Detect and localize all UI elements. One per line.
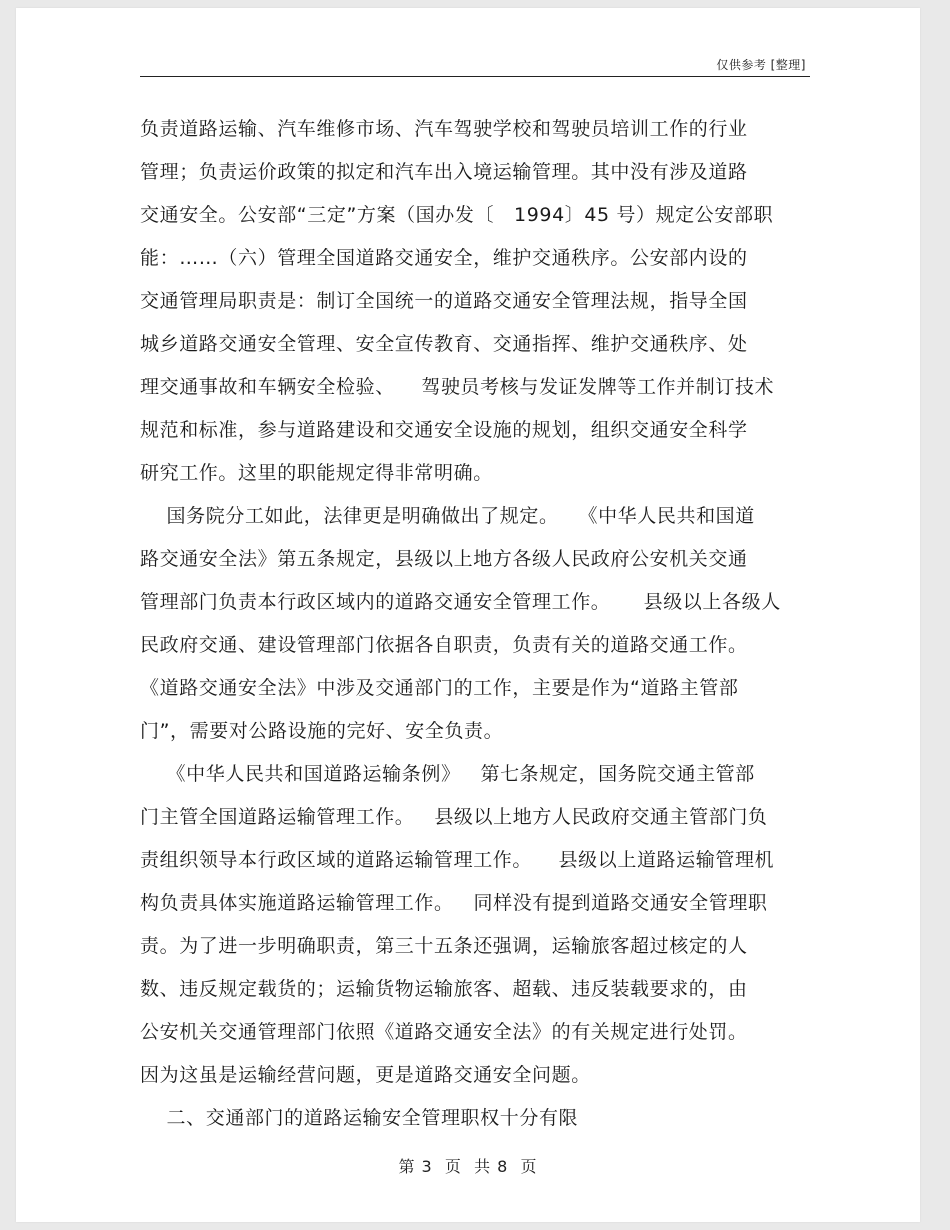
body-line: 《道路交通安全法》中涉及交通部门的工作，主要是作为“道路主管部 [140,677,739,699]
page-footer: 第 3 页 共 8 页 [398,1157,538,1176]
body-line: 《中华人民共和国道路运输条例》 第七条规定，国务院交通主管部 [140,763,755,785]
body-line: 门主管全国道路运输管理工作。 县级以上地方人民政府交通主管部门负 [140,806,768,828]
body-line: 规范和标准，参与道路建设和交通安全设施的规划，组织交通安全科学 [140,419,748,441]
body-line: 管理；负责运价政策的拟定和汽车出入境运输管理。其中没有涉及道路 [140,161,748,183]
body-line: 交通安全。公安部“三定”方案（国办发〔 1994〕45 号）规定公安部职 [140,204,774,226]
body-line: 国务院分工如此，法律更是明确做出了规定。 《中华人民共和国道 [140,505,755,527]
body-line: 交通管理局职责是：制订全国统一的道路交通安全管理法规，指导全国 [140,290,748,312]
body-line: 研究工作。这里的职能规定得非常明确。 [140,462,493,484]
body-line: 能：……（六）管理全国道路交通安全，维护交通秩序。公安部内设的 [140,247,748,269]
body-line: 公安机关交通管理部门依照《道路交通安全法》的有关规定进行处罚。 [140,1021,748,1043]
body-line: 管理部门负责本行政区域内的道路交通安全管理工作。 县级以上各级人 [140,591,781,613]
header-note: 仅供参考 [整理] [716,58,806,72]
document-page [16,8,920,1222]
body-line: 因为这虽是运输经营问题，更是道路交通安全问题。 [140,1064,591,1086]
body-line: 责组织领导本行政区域的道路运输管理工作。 县级以上道路运输管理机 [140,849,775,871]
body-line: 数、违反规定载货的；运输货物运输旅客、超载、违反装载要求的，由 [140,978,748,1000]
page-header [140,54,810,77]
body-line: 城乡道路交通安全管理、安全宣传教育、交通指挥、维护交通秩序、处 [140,333,748,355]
body-line: 责。为了进一步明确职责，第三十五条还强调，运输旅客超过核定的人 [140,935,748,957]
section-heading: 二、交通部门的道路运输安全管理职权十分有限 [140,1107,579,1129]
body-line: 构负责具体实施道路运输管理工作。 同样没有提到道路交通安全管理职 [140,892,768,914]
body-line: 路交通安全法》第五条规定，县级以上地方各级人民政府公安机关交通 [140,548,748,570]
body-line: 理交通事故和车辆安全检验、 驾驶员考核与发证发牌等工作并制订技术 [140,376,775,398]
body-line: 民政府交通、建设管理部门依据各自职责，负责有关的道路交通工作。 [140,634,748,656]
body-line: 负责道路运输、汽车维修市场、汽车驾驶学校和驾驶员培训工作的行业 [140,118,748,140]
body-line: 门”，需要对公路设施的完好、安全负责。 [140,720,504,742]
